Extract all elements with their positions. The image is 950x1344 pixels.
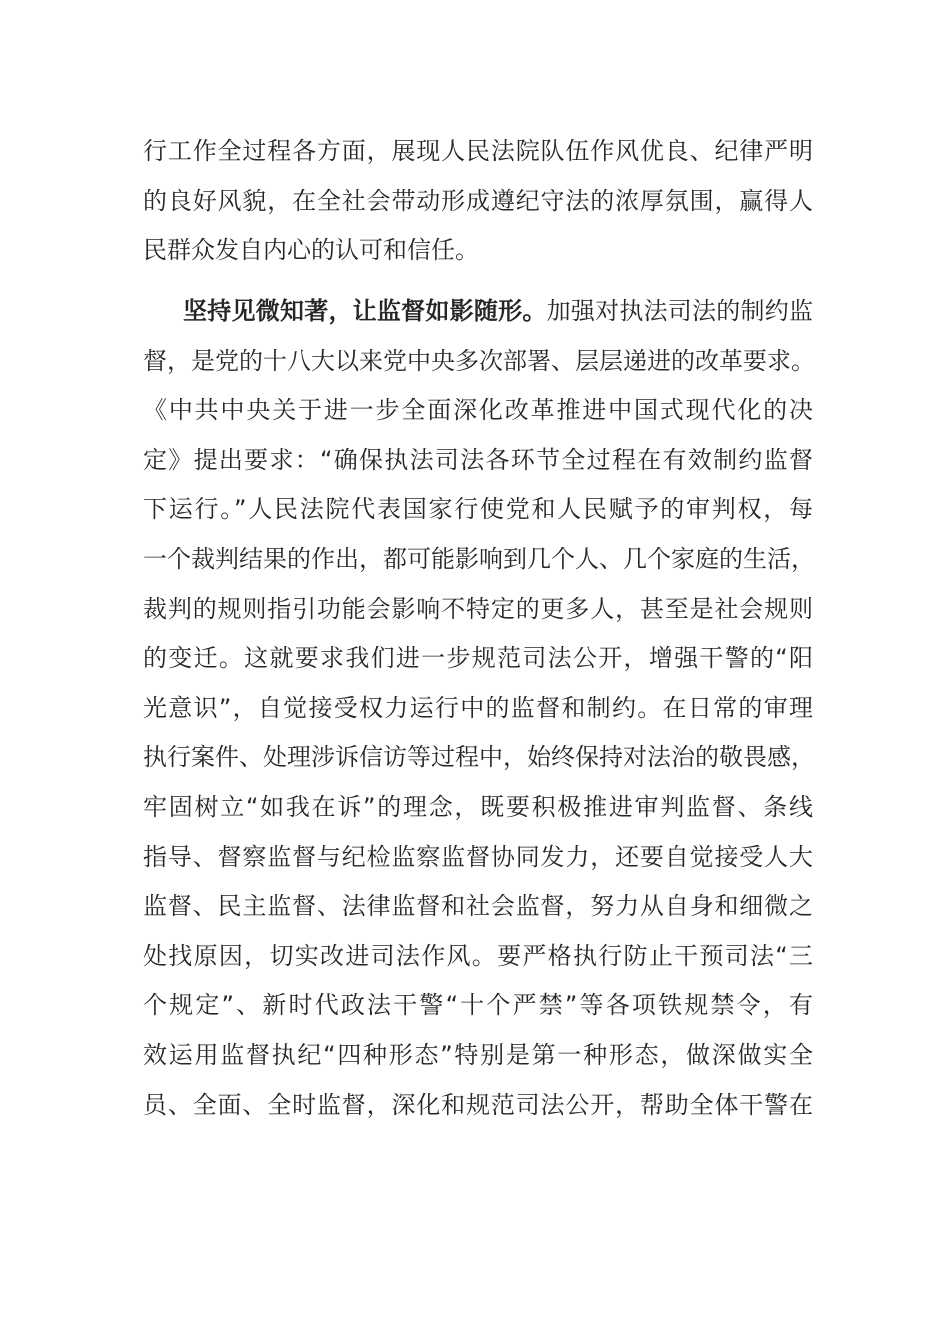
paragraph-line: 下运行。”人民法院代表国家行使党和人民赋予的审判权，每 <box>143 495 813 524</box>
paragraph-1 <box>143 127 813 276</box>
paragraph-line: 个规定”、新时代政法干警“十个严禁”等各项铁规禁令，有 <box>143 991 813 1020</box>
paragraph-2 <box>143 287 813 1130</box>
paragraph-line: 裁判的规则指引功能会影响不特定的更多人，甚至是社会规则 <box>143 594 813 623</box>
paragraph-line: 牢固树立“如我在诉”的理念，既要积极推进审判监督、条线 <box>143 792 813 821</box>
paragraph-line: 督，是党的十八大以来党中央多次部署、层层递进的改革要求。 <box>143 346 815 375</box>
paragraph-line: 的变迁。这就要求我们进一步规范司法公开，增强干警的“阳 <box>143 644 813 673</box>
paragraph-line: 监督、民主监督、法律监督和社会监督，努力从自身和细微之 <box>143 892 813 921</box>
paragraph-line: 光意识”，自觉接受权力运行中的监督和制约。在日常的审理 <box>143 693 813 722</box>
paragraph-line: 指导、督察监督与纪检监察监督协同发力，还要自觉接受人大 <box>143 842 813 871</box>
paragraph-line: 民群众发自内心的认可和信任。 <box>143 236 479 265</box>
paragraph-line: 的良好风貌，在全社会带动形成遵纪守法的浓厚氛围，赢得人 <box>143 186 813 215</box>
paragraph-line: 行工作全过程各方面，展现人民法院队伍作风优良、纪律严明 <box>143 137 813 165</box>
paragraph-line: 执行案件、处理涉诉信访等过程中，始终保持对法治的敬畏感， <box>143 743 815 772</box>
paragraph-lead-heading: 坚持见微知著，让监督如影随形。 <box>183 297 547 325</box>
paragraph-line-text: 加强对执法司法的制约监 <box>546 297 814 325</box>
paragraph-line: 处找原因，切实改进司法作风。要严格执行防止干预司法“三 <box>143 941 813 970</box>
paragraph-first-line <box>143 287 813 337</box>
paragraph-line: 定》提出要求：“确保执法司法各环节全过程在有效制约监督 <box>143 445 813 474</box>
paragraph-line: 效运用监督执纪“四种形态”特别是第一种形态，做深做实全 <box>143 1040 813 1069</box>
paragraph-line: 《中共中央关于进一步全面深化改革推进中国式现代化的决 <box>143 396 813 425</box>
paragraph-line: 一个裁判结果的作出，都可能影响到几个人、几个家庭的生活， <box>143 544 815 573</box>
paragraph-line: 员、全面、全时监督，深化和规范司法公开，帮助全体干警在 <box>143 1090 813 1119</box>
